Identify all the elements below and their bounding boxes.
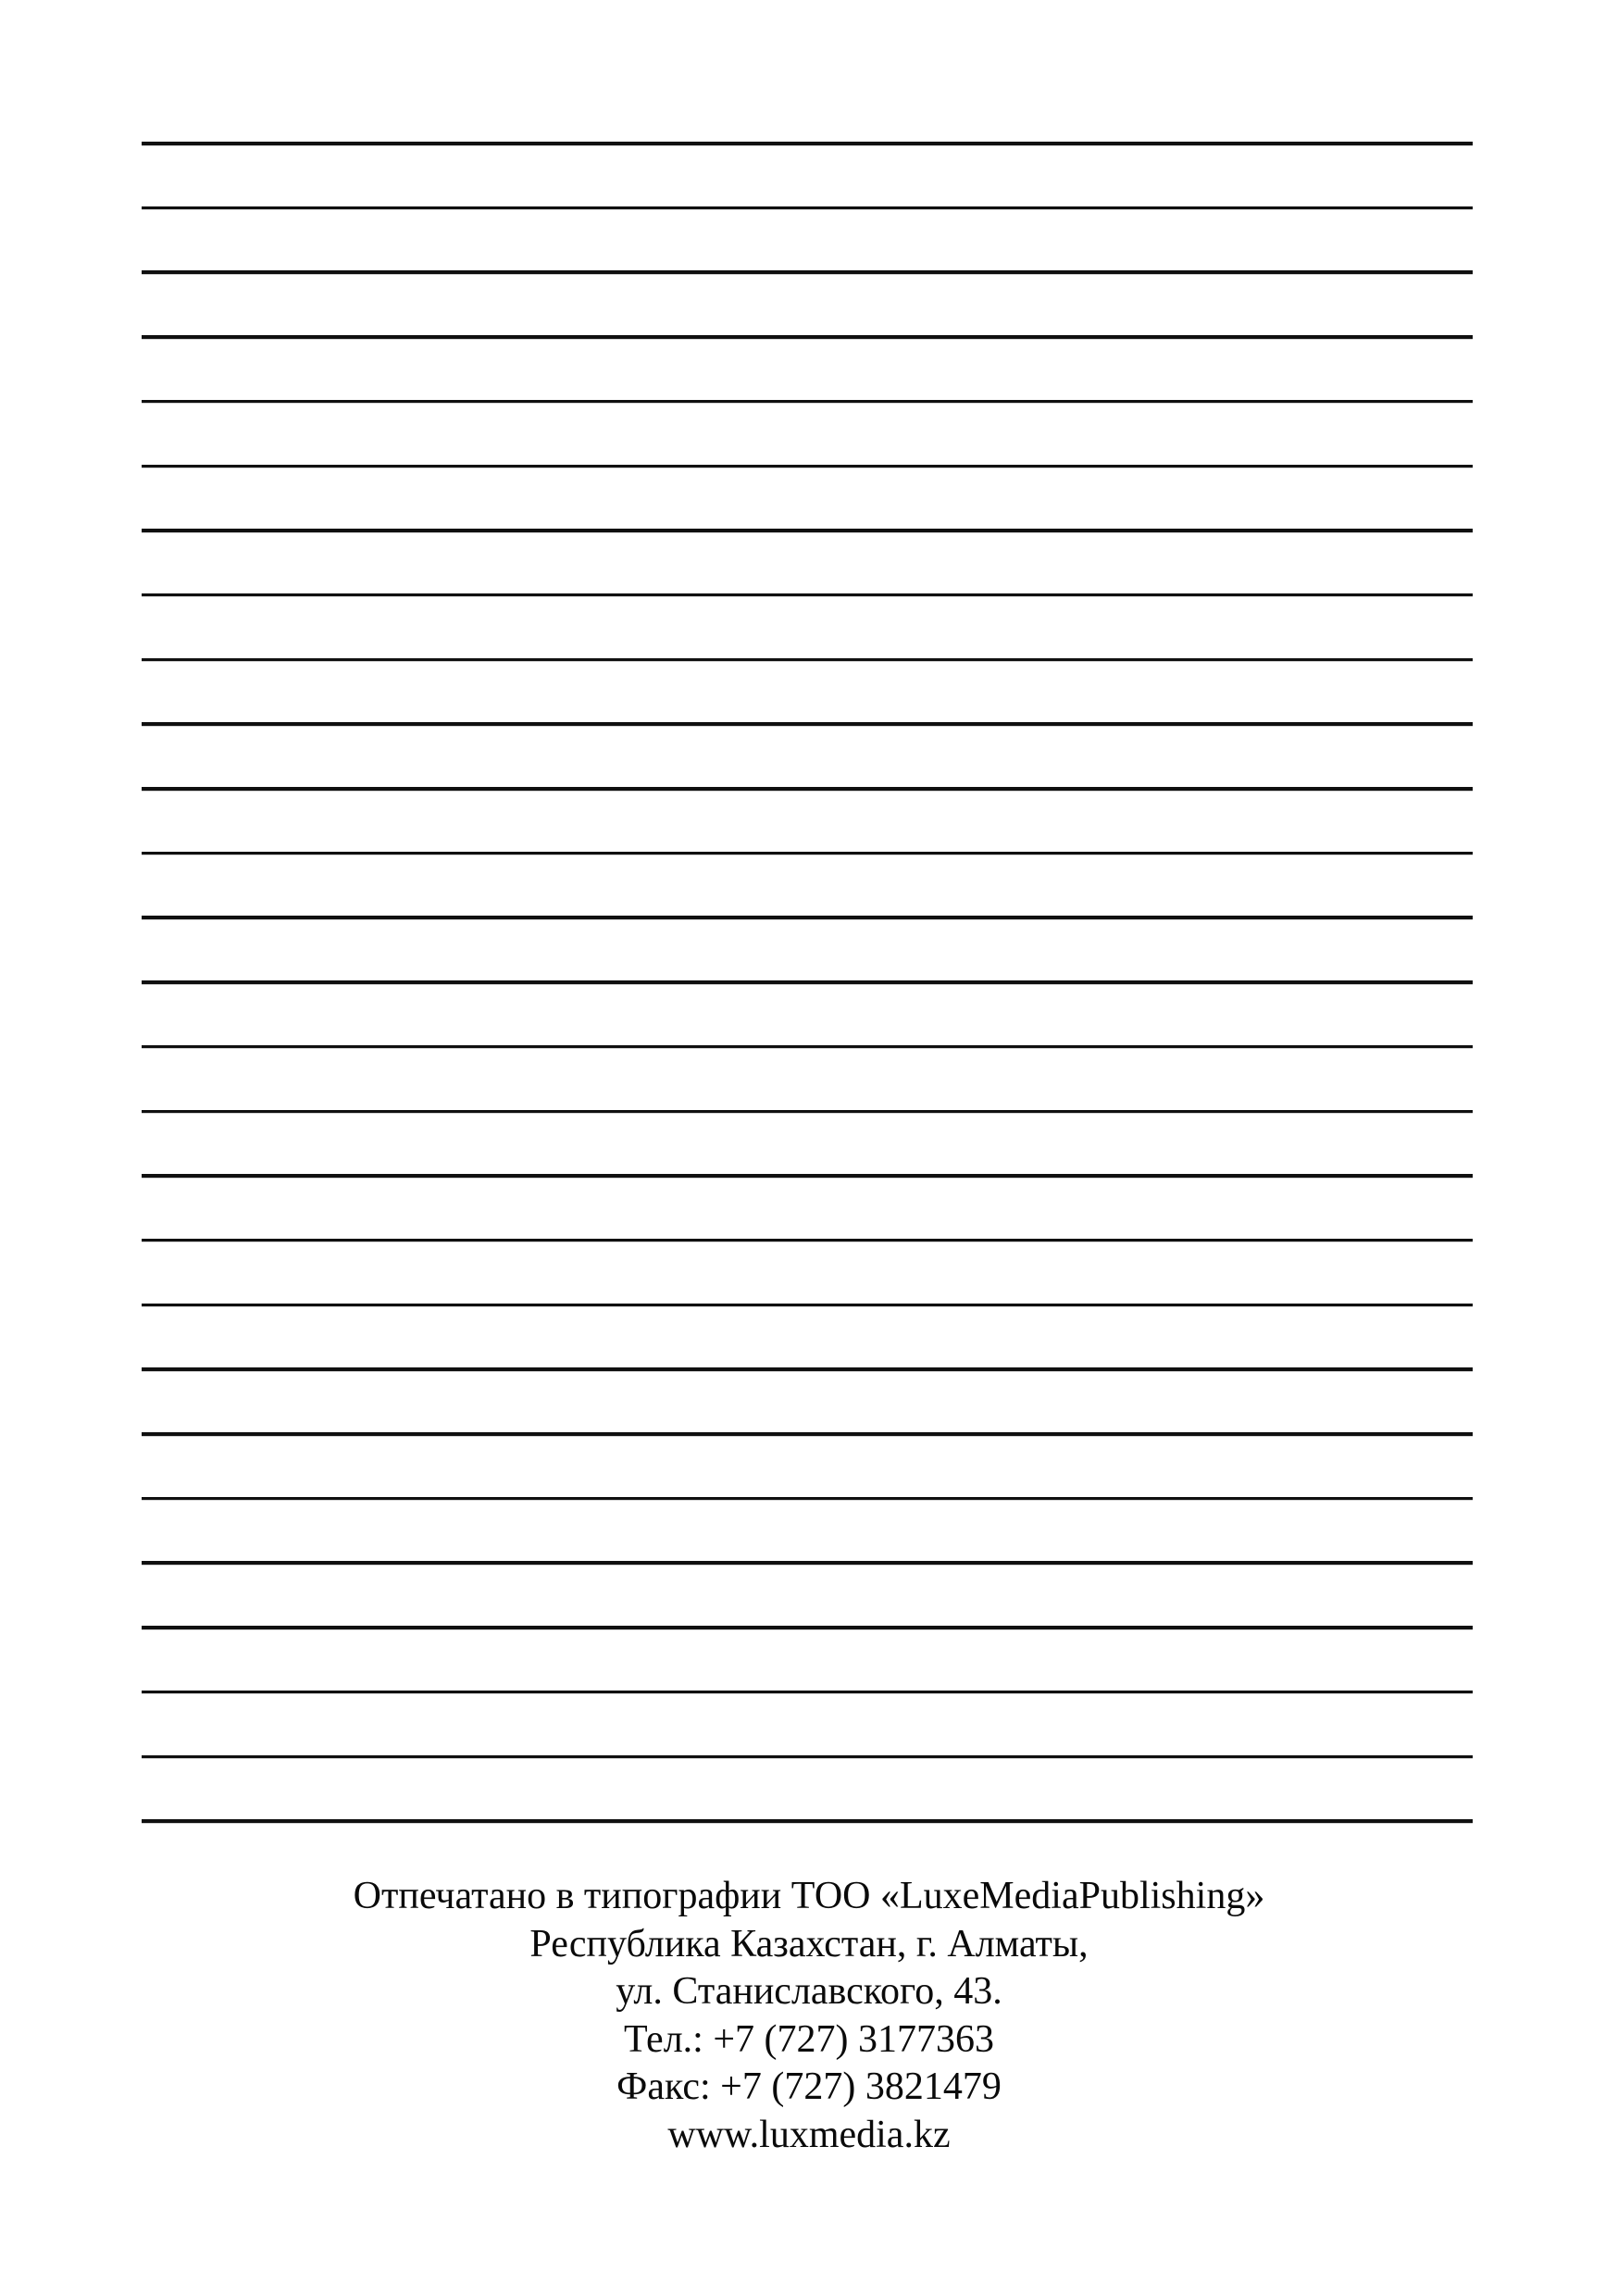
ruled-line — [142, 980, 1473, 984]
ruled-line — [142, 1110, 1473, 1114]
imprint-country-city-line: Республика Казахстан, г. Алматы, — [529, 1922, 1089, 1965]
ruled-line — [142, 658, 1473, 662]
imprint-website-line: www.luxmedia.kz — [667, 2113, 951, 2156]
imprint-block — [0, 1873, 1618, 2159]
ruled-line — [142, 852, 1473, 855]
ruled-line — [142, 465, 1473, 468]
imprint-street-line: ул. Станиславского, 43. — [616, 1970, 1002, 2013]
ruled-line — [142, 787, 1473, 791]
ruled-line — [142, 400, 1473, 404]
ruled-line — [142, 593, 1473, 597]
ruled-line — [142, 1367, 1473, 1371]
ruled-line — [142, 206, 1473, 210]
ruled-line — [142, 1691, 1473, 1694]
ruled-line — [142, 1045, 1473, 1049]
ruled-line — [142, 1304, 1473, 1307]
ruled-line — [142, 916, 1473, 919]
ruled-line — [142, 1819, 1473, 1823]
ruled-line — [142, 335, 1473, 339]
ruled-line — [142, 1755, 1473, 1759]
ruled-line — [142, 1626, 1473, 1629]
ruled-line — [142, 722, 1473, 726]
ruled-line — [142, 1497, 1473, 1501]
ruled-line — [142, 529, 1473, 532]
ruled-line — [142, 1239, 1473, 1242]
imprint-phone-line: Тел.: +7 (727) 3177363 — [624, 2017, 994, 2061]
ruled-line — [142, 1561, 1473, 1565]
ruled-line — [142, 142, 1473, 145]
ruled-line — [142, 270, 1473, 274]
ruled-line — [142, 1432, 1473, 1436]
ruled-line — [142, 1174, 1473, 1178]
imprint-printer-line: Отпечатано в типографии ТОО «LuxeMediaPublishing» — [353, 1875, 1265, 1917]
imprint-fax-line: Факс: +7 (727) 3821479 — [616, 2065, 1002, 2108]
